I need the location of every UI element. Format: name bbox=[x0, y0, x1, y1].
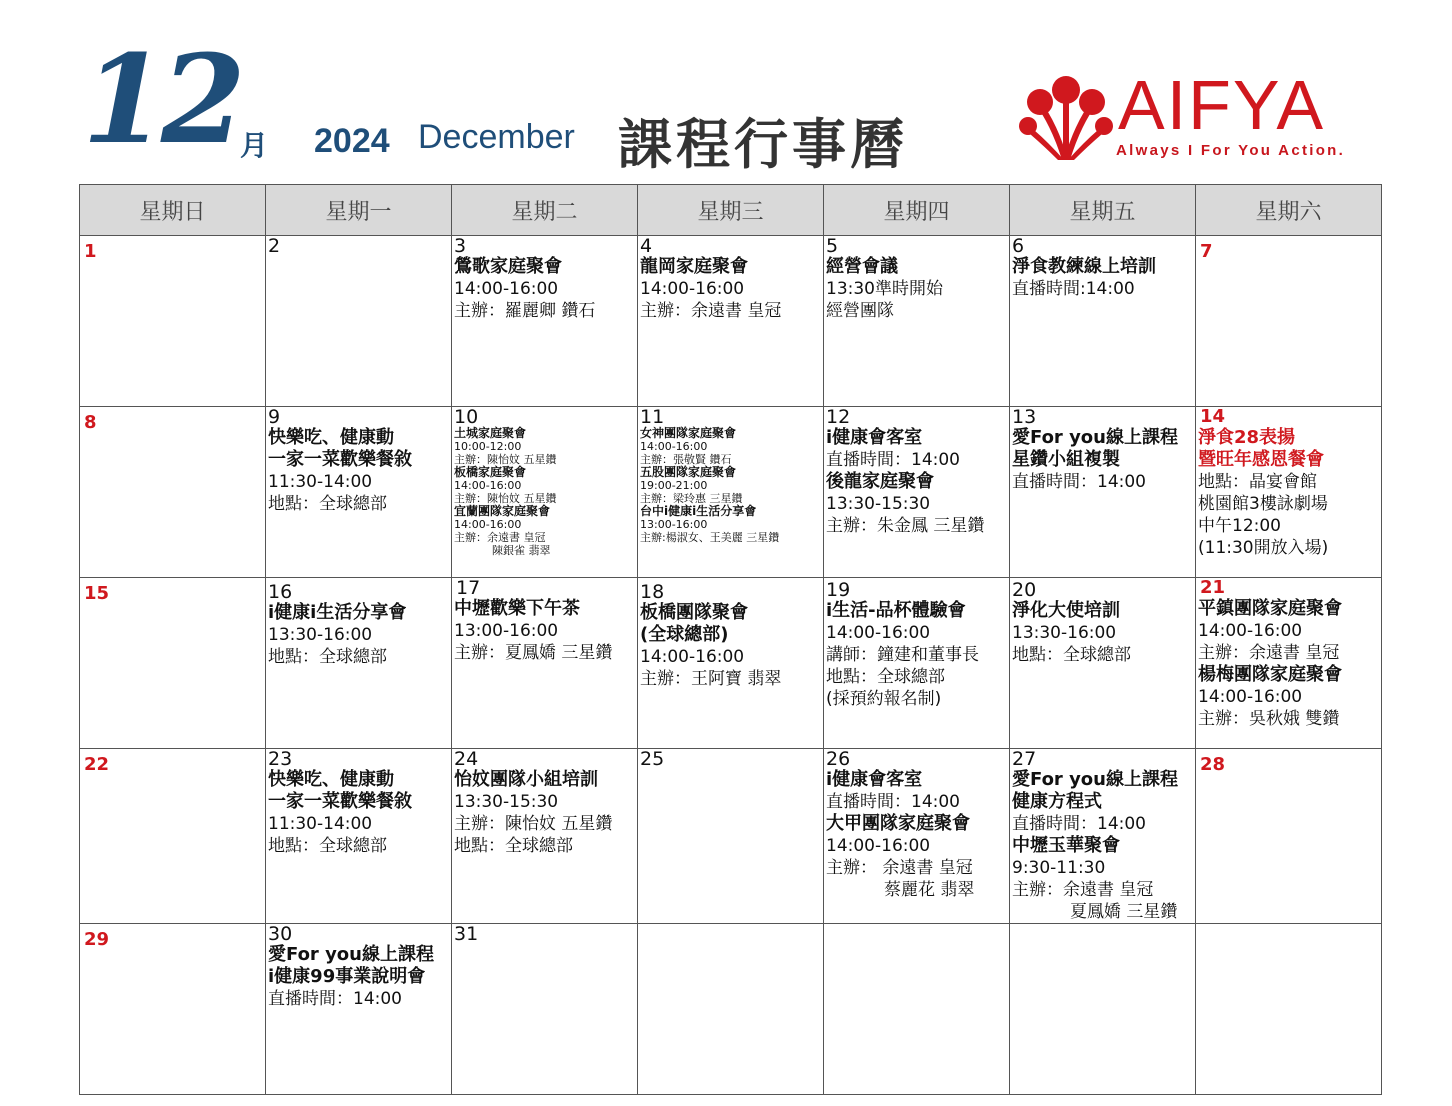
day-number: 13 bbox=[1012, 406, 1037, 428]
event-title: 淨食教練線上培訓 bbox=[1012, 256, 1156, 277]
month-char: 月 bbox=[240, 129, 269, 162]
day-cell bbox=[80, 407, 266, 578]
day-cell bbox=[1010, 578, 1196, 749]
week-row bbox=[80, 749, 1382, 924]
event-host: 主辦：陳怡妏 五星鑽 bbox=[454, 492, 557, 505]
event-time: 19:00-21:00 bbox=[640, 479, 708, 492]
day-number: 5 bbox=[826, 235, 839, 257]
day-number: 19 bbox=[826, 579, 851, 601]
day-cell bbox=[638, 407, 824, 578]
day-cell bbox=[1196, 407, 1382, 578]
event-time: 直播時間：14:00 bbox=[1012, 472, 1146, 492]
day-cell bbox=[266, 749, 452, 924]
event-time: 直播時間:14:00 bbox=[1012, 279, 1135, 299]
event-time: 11:30-14:00 bbox=[268, 472, 373, 492]
week-row bbox=[80, 407, 1382, 578]
event-title: 愛For you線上課程 bbox=[1012, 769, 1178, 790]
day-number: 18 bbox=[640, 581, 665, 603]
day-cell bbox=[638, 749, 824, 924]
day-number: 12 bbox=[826, 406, 851, 428]
logo-wordmark: AIFYA bbox=[1118, 66, 1326, 144]
event-title: 快樂吃、健康動 bbox=[268, 427, 394, 448]
event-time: 9:30-11:30 bbox=[1012, 858, 1106, 878]
day-cell bbox=[824, 578, 1010, 749]
event-host: 夏鳳嬌 三星鑽 bbox=[1070, 902, 1178, 922]
day-number: 10 bbox=[454, 406, 479, 428]
event-time: 13:30-16:00 bbox=[268, 625, 373, 645]
day-cell bbox=[266, 924, 452, 1095]
event-time: 14:00-16:00 bbox=[640, 279, 745, 299]
event-title: 楊梅團隊家庭聚會 bbox=[1198, 664, 1342, 685]
event-time: 直播時間：14:00 bbox=[826, 450, 960, 470]
event-title: i健康會客室 bbox=[826, 769, 923, 790]
event-title: 平鎮團隊家庭聚會 bbox=[1198, 598, 1342, 619]
day-cell bbox=[1010, 749, 1196, 924]
day-number: 26 bbox=[826, 748, 851, 770]
event-subtitle: 暨旺年感恩餐會 bbox=[1198, 449, 1324, 470]
day-number: 9 bbox=[268, 406, 281, 428]
event-note: (採預約報名制) bbox=[826, 689, 942, 709]
weekday-thu: 星期四 bbox=[824, 185, 1010, 236]
day-cell bbox=[80, 578, 266, 749]
event-location: 地點：晶宴會館 bbox=[1198, 472, 1317, 492]
event-host: 主辦：余遠書 皇冠 bbox=[640, 301, 782, 321]
calendar-header bbox=[0, 0, 1452, 180]
event-title: 愛For you線上課程 bbox=[1012, 427, 1178, 448]
day-number: 16 bbox=[268, 581, 293, 603]
day-number: 30 bbox=[268, 923, 293, 945]
event-location: 地點：全球總部 bbox=[454, 836, 573, 856]
event-time: 10:00-12:00 bbox=[454, 440, 522, 453]
day-cell bbox=[80, 236, 266, 407]
event-host: 主辦：張敬賢 鑽石 bbox=[640, 453, 732, 466]
weekday-wed: 星期三 bbox=[638, 185, 824, 236]
event-time: 直播時間：14:00 bbox=[1012, 814, 1146, 834]
event-speaker: 講師：鐘建和董事長 bbox=[826, 645, 979, 665]
day-cell bbox=[638, 924, 824, 1095]
day-cell bbox=[266, 578, 452, 749]
day-cell bbox=[824, 924, 1010, 1095]
day-cell bbox=[824, 236, 1010, 407]
event-time: 14:00-16:00 bbox=[454, 518, 522, 531]
day-number: 31 bbox=[454, 923, 479, 945]
event-host: 主辦:楊淑女、王美麗 三星鑽 bbox=[640, 531, 780, 544]
event-time: 直播時間：14:00 bbox=[826, 792, 960, 812]
calendar-grid bbox=[79, 184, 1382, 1095]
event-title: 板橋家庭聚會 bbox=[454, 465, 527, 479]
aifya-logo bbox=[1018, 66, 1378, 170]
day-number: 8 bbox=[84, 412, 97, 433]
day-cell bbox=[638, 236, 824, 407]
day-cell bbox=[824, 407, 1010, 578]
year: 2024 bbox=[314, 122, 390, 160]
event-host: 主辦：余遠書 皇冠 bbox=[454, 531, 546, 544]
event-time: 13:30-16:00 bbox=[1012, 623, 1117, 643]
day-cell bbox=[1196, 236, 1382, 407]
event-host: 陳銀雀 翡翠 bbox=[492, 544, 551, 557]
logo-flower-icon bbox=[1018, 74, 1114, 166]
weekday-tue: 星期二 bbox=[452, 185, 638, 236]
event-time: 13:30-15:30 bbox=[454, 792, 559, 812]
day-number: 7 bbox=[1200, 241, 1213, 262]
event-subtitle: 健康方程式 bbox=[1012, 791, 1102, 812]
event-title: 鶯歌家庭聚會 bbox=[454, 256, 562, 277]
day-cell bbox=[452, 236, 638, 407]
day-number: 2 bbox=[268, 235, 281, 257]
event-time: 14:00-16:00 bbox=[1198, 687, 1303, 707]
event-subtitle: 一家一菜歡樂餐敘 bbox=[268, 449, 412, 470]
week-row bbox=[80, 578, 1382, 749]
day-cell bbox=[266, 236, 452, 407]
day-number: 27 bbox=[1012, 748, 1037, 770]
page-title: 課程行事曆 bbox=[618, 113, 908, 176]
event-title: 五股團隊家庭聚會 bbox=[640, 465, 737, 479]
event-title: 經營會議 bbox=[826, 256, 898, 277]
event-host: 主辦：羅麗卿 鑽石 bbox=[454, 301, 596, 321]
event-title: 怡妏團隊小組培訓 bbox=[454, 769, 598, 790]
event-title: 宜蘭團隊家庭聚會 bbox=[454, 504, 551, 518]
event-title: 女神團隊家庭聚會 bbox=[640, 426, 737, 440]
event-title: 後龍家庭聚會 bbox=[826, 471, 934, 492]
event-title: 龍岡家庭聚會 bbox=[640, 256, 748, 277]
event-location: 地點：全球總部 bbox=[1012, 645, 1131, 665]
day-cell bbox=[1010, 236, 1196, 407]
week-row bbox=[80, 924, 1382, 1095]
day-cell bbox=[1196, 578, 1382, 749]
event-host: 主辦：余遠書 皇冠 bbox=[1012, 880, 1154, 900]
event-title: i生活-品杯體驗會 bbox=[826, 600, 966, 621]
event-time: 13:00-16:00 bbox=[640, 518, 708, 531]
day-cell bbox=[452, 749, 638, 924]
event-time: 14:00-16:00 bbox=[826, 836, 931, 856]
event-time: 14:00-16:00 bbox=[826, 623, 931, 643]
day-cell bbox=[824, 749, 1010, 924]
event-title: 中壢歡樂下午茶 bbox=[454, 598, 580, 619]
event-time: 14:00-16:00 bbox=[640, 440, 708, 453]
event-time: 13:30準時開始 bbox=[826, 279, 943, 299]
event-title: 台中i健康i生活分享會 bbox=[640, 504, 757, 518]
day-number: 17 bbox=[456, 577, 481, 599]
event-title: 快樂吃、健康動 bbox=[268, 769, 394, 790]
day-number: 4 bbox=[640, 235, 653, 257]
event-title: 土城家庭聚會 bbox=[454, 426, 527, 440]
event-host: 經營團隊 bbox=[826, 301, 894, 321]
event-host: 主辦：王阿寶 翡翠 bbox=[640, 669, 782, 689]
day-number: 24 bbox=[454, 748, 479, 770]
day-cell bbox=[452, 578, 638, 749]
event-time: 11:30-14:00 bbox=[268, 814, 373, 834]
week-row bbox=[80, 236, 1382, 407]
event-host: 主辦：吳秋娥 雙鑽 bbox=[1198, 709, 1340, 729]
weekday-header-row bbox=[80, 185, 1382, 236]
event-title: i健康i生活分享會 bbox=[268, 602, 407, 623]
day-number: 3 bbox=[454, 235, 467, 257]
event-subtitle: 星鑽小組複製 bbox=[1012, 449, 1120, 470]
weekday-sat: 星期六 bbox=[1196, 185, 1382, 236]
day-number: 22 bbox=[84, 754, 110, 775]
day-number: 1 bbox=[84, 241, 97, 262]
event-subtitle: 一家一菜歡樂餐敘 bbox=[268, 791, 412, 812]
event-host: 主辦：夏鳳嬌 三星鑽 bbox=[454, 643, 613, 663]
event-title: 愛For you線上課程 bbox=[268, 944, 434, 965]
day-cell bbox=[1010, 407, 1196, 578]
event-title: i健康會客室 bbox=[826, 427, 923, 448]
day-number: 14 bbox=[1200, 406, 1226, 427]
weekday-sun: 星期日 bbox=[80, 185, 266, 236]
event-host: 主辦： 余遠書 皇冠 bbox=[826, 858, 973, 878]
event-time: 中午12:00 bbox=[1198, 516, 1281, 536]
event-host: 主辦：陳怡妏 五星鑽 bbox=[454, 453, 557, 466]
day-number: 15 bbox=[84, 583, 110, 604]
event-time: 直播時間：14:00 bbox=[268, 989, 402, 1009]
day-cell bbox=[1010, 924, 1196, 1095]
day-cell bbox=[638, 578, 824, 749]
day-cell bbox=[1196, 749, 1382, 924]
event-time: 13:30-15:30 bbox=[826, 494, 931, 514]
day-number: 21 bbox=[1200, 577, 1226, 598]
day-cell bbox=[80, 749, 266, 924]
event-time: 14:00-16:00 bbox=[1198, 621, 1303, 641]
event-host: 主辦：余遠書 皇冠 bbox=[1198, 643, 1340, 663]
event-location: 地點：全球總部 bbox=[268, 836, 387, 856]
event-note: (11:30開放入場) bbox=[1198, 538, 1329, 558]
event-host: 主辦：陳怡妏 五星鑽 bbox=[454, 814, 613, 834]
event-title: 淨食28表揚 bbox=[1198, 427, 1296, 448]
event-location: 地點：全球總部 bbox=[826, 667, 945, 687]
event-subtitle: (全球總部) bbox=[640, 624, 729, 645]
event-time: 14:00-16:00 bbox=[640, 647, 745, 667]
day-number: 11 bbox=[640, 406, 665, 428]
month-name: December bbox=[418, 118, 575, 156]
event-host: 主辦：朱金鳳 三星鑽 bbox=[826, 516, 985, 536]
weekday-fri: 星期五 bbox=[1010, 185, 1196, 236]
day-cell bbox=[452, 924, 638, 1095]
event-title: 板橋團隊聚會 bbox=[640, 602, 748, 623]
event-time: 13:00-16:00 bbox=[454, 621, 559, 641]
event-host: 蔡麗花 翡翠 bbox=[884, 880, 975, 900]
logo-tagline: Always I For You Action. bbox=[1116, 142, 1346, 159]
day-number: 25 bbox=[640, 748, 665, 770]
event-location: 地點：全球總部 bbox=[268, 494, 387, 514]
day-cell bbox=[266, 407, 452, 578]
event-host: 主辦：梁玲惠 三星鑽 bbox=[640, 492, 743, 505]
month-number: 12 bbox=[82, 27, 240, 171]
day-number: 28 bbox=[1200, 754, 1226, 775]
day-number: 6 bbox=[1012, 235, 1025, 257]
event-title: 大甲團隊家庭聚會 bbox=[826, 813, 970, 834]
event-title: 淨化大使培訓 bbox=[1012, 600, 1120, 621]
day-number: 29 bbox=[84, 929, 110, 950]
event-subtitle: i健康99事業說明會 bbox=[268, 966, 426, 987]
day-cell bbox=[452, 407, 638, 578]
day-number: 23 bbox=[268, 748, 293, 770]
event-time: 14:00-16:00 bbox=[454, 479, 522, 492]
event-title: 中壢玉華聚會 bbox=[1012, 835, 1120, 856]
day-number: 20 bbox=[1012, 579, 1037, 601]
event-location: 地點：全球總部 bbox=[268, 647, 387, 667]
event-time: 14:00-16:00 bbox=[454, 279, 559, 299]
day-cell bbox=[1196, 924, 1382, 1095]
day-cell bbox=[80, 924, 266, 1095]
weekday-mon: 星期一 bbox=[266, 185, 452, 236]
event-location-detail: 桃園館3樓詠劇場 bbox=[1198, 494, 1328, 514]
